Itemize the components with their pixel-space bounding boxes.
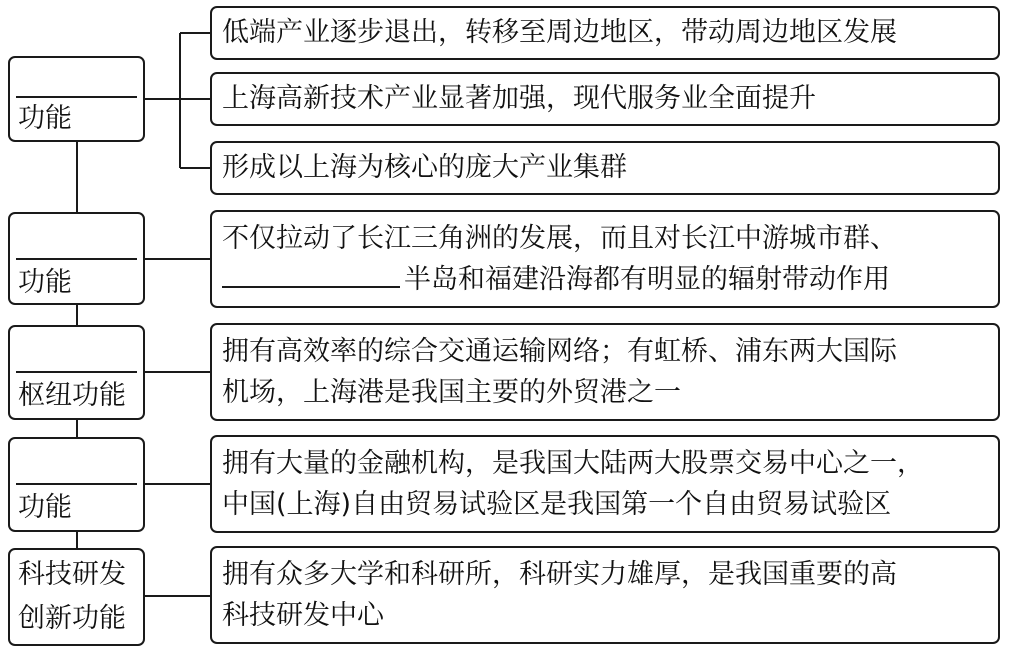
answer-blank-inline bbox=[222, 260, 400, 288]
content-box-2 bbox=[210, 210, 1000, 308]
function-label-box-2 bbox=[8, 212, 145, 305]
answer-blank bbox=[16, 483, 137, 485]
function-label-box-5 bbox=[8, 548, 145, 646]
content-text: 低端产业逐步退出，转移至周边地区，带动周边地区发展 bbox=[222, 17, 897, 48]
content-text: 上海高新技术产业显著加强，现代服务业全面提升 bbox=[222, 83, 816, 114]
content-text-line2: 机场，上海港是我国主要的外贸港之一 bbox=[222, 377, 681, 408]
function-label-box-1 bbox=[8, 56, 145, 142]
function-label-line2: 创新功能 bbox=[18, 603, 126, 634]
function-label-box-3 bbox=[8, 325, 145, 420]
function-label: 功能 bbox=[18, 492, 72, 523]
content-text: 形成以上海为核心的庞大产业集群 bbox=[222, 152, 627, 183]
function-label: 枢纽功能 bbox=[18, 380, 126, 411]
content-text-line1: 拥有大量的金融机构，是我国大陆两大股票交易中心之一， bbox=[222, 448, 924, 479]
content-text-line2: 科技研发中心 bbox=[222, 600, 384, 631]
content-box-5 bbox=[210, 546, 1000, 644]
function-label-line1: 科技研发 bbox=[18, 559, 126, 590]
answer-blank bbox=[16, 371, 137, 373]
content-text-line2 bbox=[222, 260, 992, 300]
content-text-line2: 中国(上海)自由贸易试验区是我国第一个自由贸易试验区 bbox=[222, 489, 892, 520]
function-label-box-4 bbox=[8, 437, 145, 532]
content-text-line2-body: 半岛和福建沿海都有明显的辐射带动作用 bbox=[404, 264, 890, 295]
function-label: 功能 bbox=[18, 103, 72, 134]
answer-blank bbox=[16, 258, 137, 260]
answer-blank bbox=[16, 96, 137, 98]
content-box-3 bbox=[210, 323, 1000, 421]
content-box-4 bbox=[210, 435, 1000, 533]
content-text-line1: 拥有众多大学和科研所，科研实力雄厚，是我国重要的高 bbox=[222, 559, 897, 590]
content-text-line1: 拥有高效率的综合交通运输网络；有虹桥、浦东两大国际 bbox=[222, 336, 897, 367]
content-text-line1: 不仅拉动了长江三角洲的发展，而且对长江中游城市群、 bbox=[222, 223, 897, 254]
content-box-1a bbox=[210, 6, 1000, 60]
content-box-1c bbox=[210, 141, 1000, 195]
content-box-1b bbox=[210, 72, 1000, 126]
function-label: 功能 bbox=[18, 267, 72, 298]
